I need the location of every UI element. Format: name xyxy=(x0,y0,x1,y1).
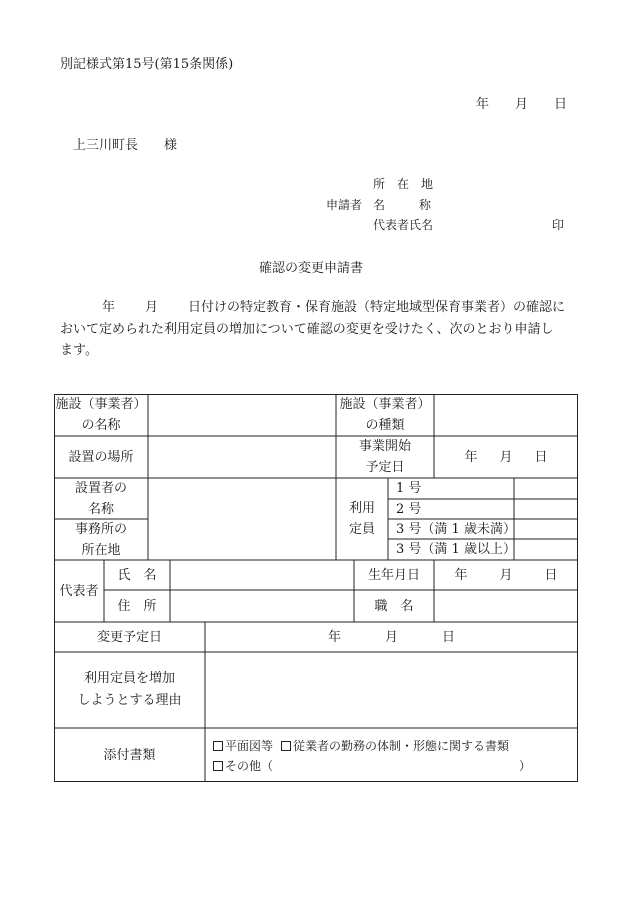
founder-name-label: 設置者の 名称 xyxy=(74,480,127,517)
reason-label: 利用定員を増加 しようとする理由 xyxy=(77,671,182,708)
other-option: その他（ xyxy=(225,759,274,773)
staff-documents-checkbox[interactable] xyxy=(281,741,291,751)
capacity-label: 利用 定員 xyxy=(348,501,375,537)
facility-type-label: 施設（事業者） の種類 xyxy=(339,397,431,433)
staff-documents-option: 従業者の勤務の体制・形態に関する書類 xyxy=(293,739,510,753)
applicant-location-label: 所 在 地 xyxy=(373,177,434,191)
other-close-paren: ） xyxy=(519,759,532,773)
change-date-label: 変更予定日 xyxy=(96,629,162,645)
capacity-row-2: 2 号 xyxy=(396,501,422,517)
start-date-field[interactable]: 年 月 日 xyxy=(464,449,548,465)
header-date xyxy=(476,93,567,112)
facility-name-field[interactable] xyxy=(148,394,336,436)
facility-name-label: 施設（事業者） の名称 xyxy=(55,397,147,433)
office-address-label: 事務所の 所在地 xyxy=(74,521,127,558)
date-day: 日 xyxy=(554,97,568,112)
body-line-1: 年 月 日付けの特定教育・保育施設（特定地域型保育事業者）の確認に xyxy=(102,300,566,315)
representative-name-label: 氏 名 xyxy=(117,567,157,583)
applicant-representative-label: 代表者氏名 xyxy=(373,218,434,232)
body-line-3: ます。 xyxy=(60,343,98,358)
applicant-role-label: 申請者 xyxy=(326,198,363,212)
application-table xyxy=(54,394,578,782)
other-checkbox[interactable] xyxy=(213,761,223,771)
date-year: 年 xyxy=(476,97,490,112)
position-label: 職 名 xyxy=(374,598,414,614)
floor-plan-option: 平面図等 xyxy=(225,739,274,753)
capacity-row-3-under1: 3 号（満 1 歳未満） xyxy=(396,521,516,537)
applicant-name-label: 名 称 xyxy=(373,198,432,212)
position-field[interactable] xyxy=(434,590,578,622)
form-number: 別記様式第15号(第15条関係) xyxy=(60,57,234,72)
seal-mark: 印 xyxy=(552,218,565,232)
reason-field[interactable] xyxy=(205,652,578,728)
capacity-row-1: 1 号 xyxy=(396,481,422,496)
floor-plan-checkbox[interactable] xyxy=(213,741,223,751)
capacity-value-3[interactable] xyxy=(514,519,578,539)
founder-office-field[interactable] xyxy=(148,478,336,560)
attachment-row-2 xyxy=(213,757,273,774)
location-field[interactable] xyxy=(148,436,336,478)
representative-name-field[interactable] xyxy=(170,560,354,590)
capacity-value-4[interactable] xyxy=(514,539,578,560)
addressee xyxy=(73,134,177,153)
location-label: 設置の場所 xyxy=(68,449,134,465)
change-date-field[interactable]: 年 月 日 xyxy=(327,629,456,645)
addressee-name: 上三川町長 xyxy=(73,138,139,153)
addressee-honorific: 様 xyxy=(164,138,178,153)
start-date-label: 事業開始 予定日 xyxy=(358,439,411,475)
body-line-2: おいて定められた利用定員の増加について確認の変更を受けたく、次のとおり申請し xyxy=(60,322,554,337)
capacity-value-2[interactable] xyxy=(514,499,578,519)
attachments-label: 添付書類 xyxy=(103,747,156,763)
birth-date-field[interactable]: 年 月 日 xyxy=(454,567,558,583)
representative-address-label: 住 所 xyxy=(117,598,157,614)
facility-type-field[interactable] xyxy=(434,394,578,436)
attachment-row-1 xyxy=(213,737,509,754)
capacity-row-3-over1: 3 号（満 1 歳以上） xyxy=(396,542,516,557)
capacity-value-1[interactable] xyxy=(514,478,578,499)
representative-address-field[interactable] xyxy=(170,590,354,622)
birth-date-label: 生年月日 xyxy=(367,567,420,583)
document-title: 確認の変更申請書 xyxy=(259,261,364,276)
representative-label: 代表者 xyxy=(59,583,99,599)
date-month: 月 xyxy=(515,97,529,112)
